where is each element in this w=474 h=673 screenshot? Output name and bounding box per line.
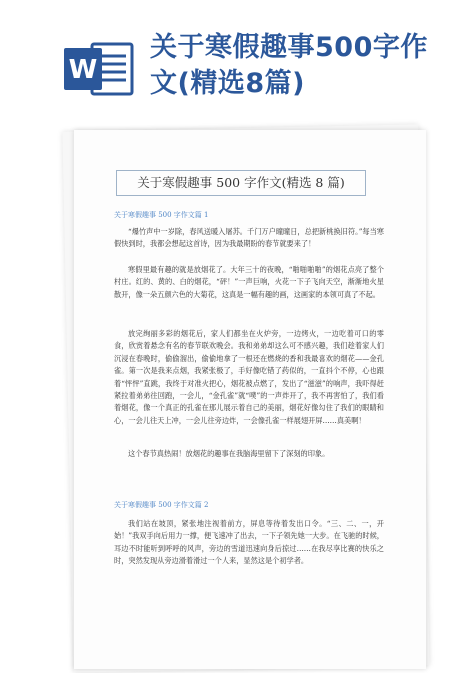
document-title: 关于寒假趣事 500 字作文(精选 8 篇) [116,170,366,196]
paragraph: 这个春节真热闹！放烟花的趣事在我脑海里留下了深刻的印象。 [128,449,330,458]
document-banner [0,0,474,120]
word-icon-letter: W [68,55,98,85]
word-icon [62,38,134,100]
paragraph: 放完绚丽多彩的烟花后，家人们都坐在火炉旁，一边烤火，一边吃着可口的零食，欣赏着悬念有名的春节联欢晚会。我和弟弟却这么可不感兴趣，我们趁着家人们沉浸在春晚时，偷偷溜出，偷偷地拿了一根还在燃烧的香和我最喜欢的烟花——金孔雀。第一次是我来点烟，我紧张极了，手好像吃错了药似的，一直抖个不停，心也跟着“怦怦”直跳，我终于对准火把心，烟花被点燃了，发出了“滋滋”的响声，我吓得赶紧拉着弟弟往回跑，一会儿，“金孔雀”就“噗”的一声炸开了，我不再害怕了，我们看着烟花，像一个真正的孔雀在那儿展示着自己的美丽，烟花好像勾住了我们的眼睛和心，一会儿往天上冲，一会儿往旁边炸，一会像孔雀一样展翅开屏……真美啊！ [114,329,384,425]
section-heading-1: 关于寒假趣事 500 字作文篇 1 [114,211,209,219]
banner-title: 关于寒假趣事500字作文(精选8篇) [150,32,428,99]
document-page [74,130,426,669]
paragraph: 寒假里最有趣的就是放烟花了。大年三十的夜晚，“啪啪啪啪”的烟花点亮了整个村庄。红的、黄的、白的烟花，“砰！”一声巨响，火花一下子飞向天空，渐渐地火星散开，像一朵五颜六色的大菊花，这真是一幅有趣的画，这画家的本领可真了不起。 [114,265,384,299]
paragraph: “爆竹声中一岁除，春风送暖入屠苏。千门万户曈曈日，总把新桃换旧符。”每当寒假快到时，我都会想起这首诗，因为我最期盼的春节就要来了！ [114,227,384,249]
paragraph: 我们站在坡顶，紧张地注视着前方，屏息等待着发出口令。“三、二、一，开始！”我双手向后用力一撑，便飞速冲了出去，一下子领先她一大步。在飞驰的时候，耳边不时能听到呼呼的风声，旁边的雪道迅速向身后掠过……在我尽享比赛的快乐之时，突然发现从旁边滑着滑过一个人来，显然这是个初学者。 [114,519,384,566]
section-heading-2: 关于寒假趣事 500 字作文篇 2 [114,501,209,509]
